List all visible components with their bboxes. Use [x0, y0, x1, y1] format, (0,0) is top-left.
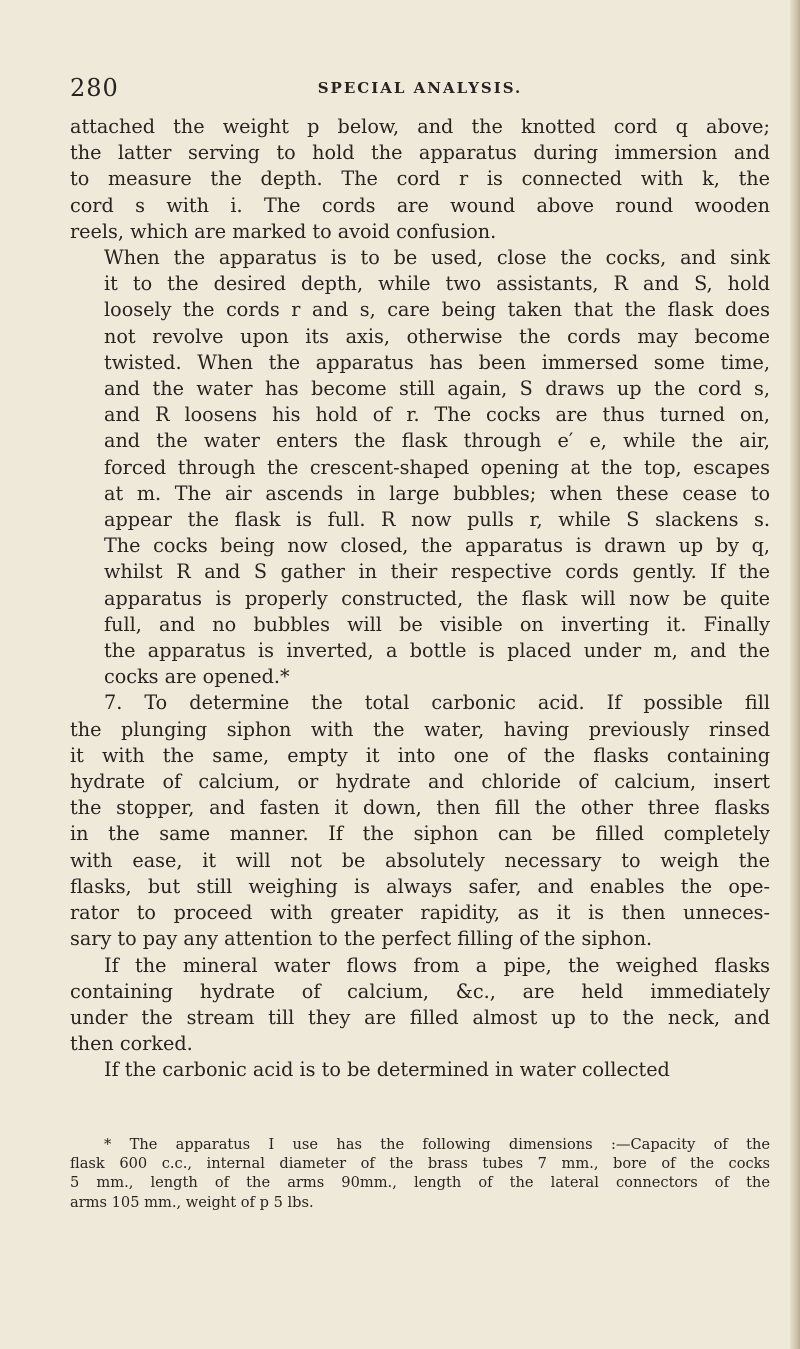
text-line: The cocks being now closed, the apparatus is drawn up by q, — [104, 534, 770, 558]
body-text — [70, 114, 770, 1084]
text-line: it with the same, empty it into one of the flasks containing — [70, 743, 770, 767]
text-line: and the water has become still again, S draws up the cord s, — [104, 377, 770, 401]
text-line: it to the desired depth, while two assistants, R and S, hold — [104, 272, 770, 296]
text-line: in the same manner. If the siphon can be filled completely — [70, 822, 770, 846]
text-line: reels, which are marked to avoid confusion. — [70, 219, 497, 243]
text-line: and the water enters the flask through e′ e, while the air, — [104, 429, 770, 453]
paragraph-5 — [70, 1057, 770, 1083]
text-line: the stopper, and fasten it down, then fill the other three flasks — [70, 796, 770, 820]
text-line: at m. The air ascends in large bubbles; when these cease to — [104, 481, 770, 505]
text-line: appear the flask is full. R now pulls r, while S slackens s. — [104, 508, 770, 532]
footnote-line: arms 105 mm., weight of p 5 lbs. — [70, 1193, 314, 1211]
text-line: When the apparatus is to be used, close the cocks, and sink — [104, 246, 770, 270]
text-line: the plunging siphon with the water, having previously rinsed — [70, 717, 770, 741]
text-line: If the carbonic acid is to be determined in water collected — [104, 1058, 670, 1082]
text-line: cord s with i. The cords are wound above round wooden — [70, 193, 770, 217]
text-line: with ease, it will not be absolutely necessary to weigh the — [70, 848, 770, 872]
paragraph-2 — [70, 245, 770, 690]
text-line: whilst R and S gather in their respective cords gently. If the — [104, 560, 770, 584]
footnote-line: flask 600 c.c., internal diameter of the brass tubes 7 mm., bore of the cocks — [70, 1155, 770, 1173]
text-line: rator to proceed with greater rapidity, as it is then unneces- — [70, 901, 770, 925]
text-line: If the mineral water flows from a pipe, the weighed flasks — [104, 953, 770, 977]
text-line: 7. To determine the total carbonic acid. If possible fill — [104, 691, 770, 715]
text-line: loosely the cords r and s, care being taken that the flask does — [104, 298, 770, 322]
text-line: forced through the crescent-shaped opening at the top, escapes — [104, 455, 770, 479]
text-line: then corked. — [70, 1032, 193, 1056]
text-line: twisted. When the apparatus has been immersed some time, — [104, 350, 770, 374]
page-header — [70, 74, 770, 100]
text-line: full, and no bubbles will be visible on inverting it. Finally — [104, 612, 770, 636]
paragraph-3 — [70, 690, 770, 952]
page-edge — [790, 0, 800, 1349]
text-line: attached the weight p below, and the knotted cord q above; — [70, 115, 770, 138]
text-line: cocks are opened.* — [104, 665, 290, 689]
text-line: sary to pay any attention to the perfect filling of the siphon. — [70, 927, 653, 951]
running-head: SPECIAL ANALYSIS. — [317, 79, 523, 97]
text-line: to measure the depth. The cord r is connected with k, the — [70, 167, 770, 191]
text-line: and R loosens his hold of r. The cocks are thus turned on, — [104, 403, 770, 427]
text-line: hydrate of calcium, or hydrate and chloride of calcium, insert — [70, 770, 770, 794]
text-line: under the stream till they are filled almost up to the neck, and — [70, 1005, 770, 1029]
page-number: 280 — [70, 74, 119, 102]
text-line: flasks, but still weighing is always safer, and enables the ope- — [70, 874, 770, 898]
text-line: the apparatus is inverted, a bottle is placed under m, and the — [104, 639, 770, 663]
footnote-line: 5 mm., length of the arms 90mm., length of the lateral connectors of the — [70, 1174, 770, 1192]
paragraph-4 — [70, 953, 770, 1058]
text-line: containing hydrate of calcium, &c., are held immediately — [70, 979, 770, 1003]
paragraph-1 — [70, 114, 770, 245]
footnote-line: * The apparatus I use has the following dimensions :—Capacity of the — [104, 1136, 770, 1153]
text-line: not revolve upon its axis, otherwise the cords may become — [104, 324, 770, 348]
text-line: the latter serving to hold the apparatus during immersion and — [70, 141, 770, 165]
text-line: apparatus is properly constructed, the flask will now be quite — [104, 586, 770, 610]
footnote — [70, 1135, 770, 1212]
